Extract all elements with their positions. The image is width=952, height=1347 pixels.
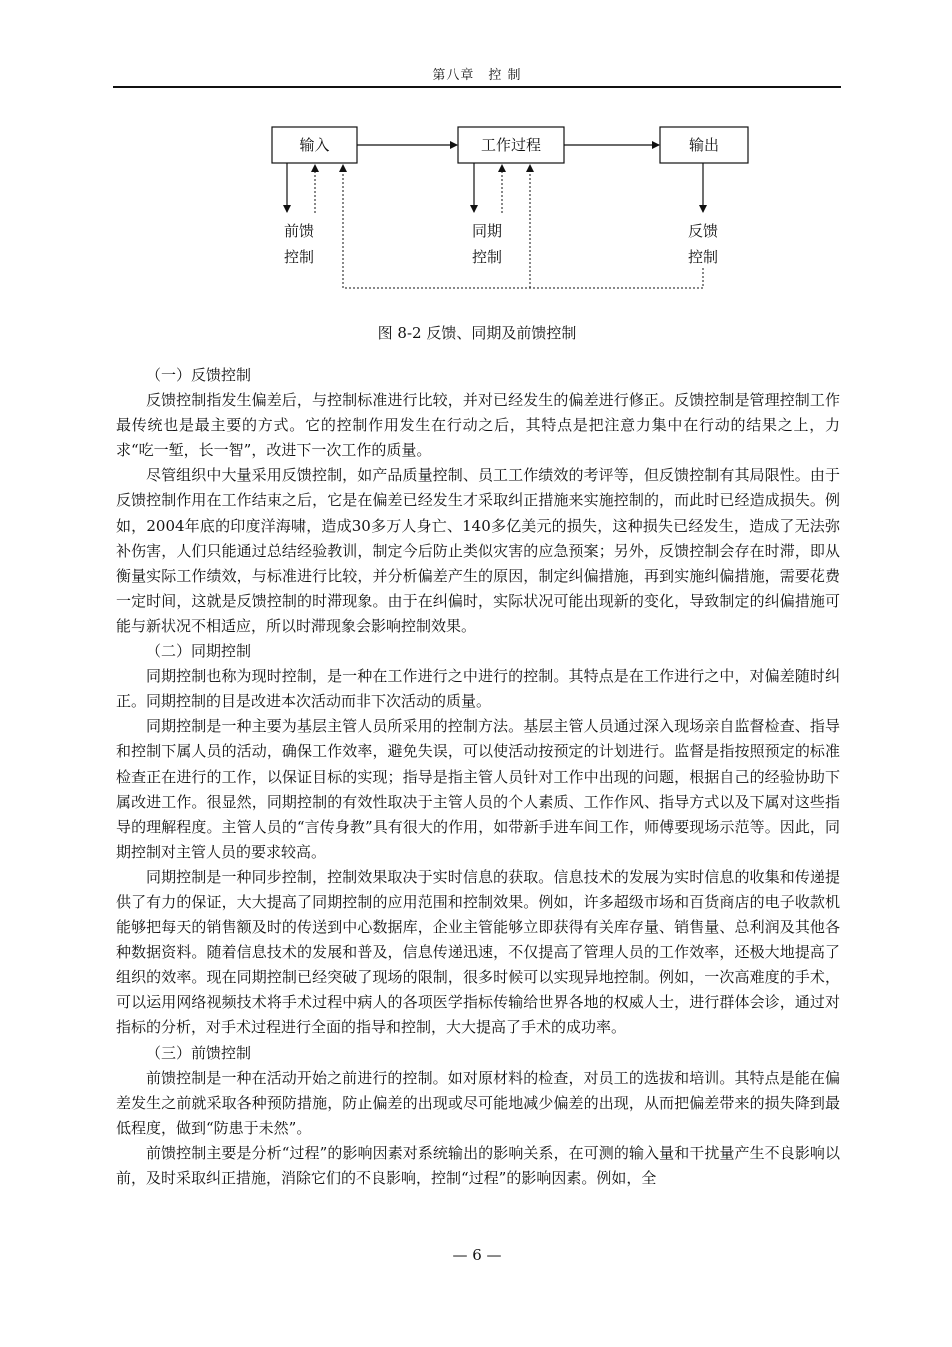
feedback-label-line2: 控制	[687, 248, 718, 266]
feedback-control-label	[681, 218, 725, 270]
feedback-label-line1: 反馈	[687, 222, 718, 240]
concurrent-control-label	[465, 218, 509, 270]
output-label: 输出	[688, 136, 719, 154]
feedback-loop-bottom	[343, 268, 703, 288]
paragraph: 前馈控制是一种在活动开始之前进行的控制。如对原材料的检查，对员工的选拔和培训。其特点是能在偏差发生之前就采取各种预防措施，防止偏差的出现或尽可能地减少偏差的出现，从而把偏差带来的损失降到最低程度，做到“防患于未然”。	[116, 1068, 840, 1137]
paragraph: 前馈控制主要是分析“过程”的影响因素对系统输出的影响关系，在可测的输入量和干扰量产生不良影响以前，及时采取纠正措施，消除它们的不良影响，控制“过程”的影响因素。例如，全	[116, 1143, 840, 1187]
feedforward-label-line1: 前馈	[283, 222, 314, 240]
paragraph: 同期控制是一种主要为基层主管人员所采用的控制方法。基层主管人员通过深入现场亲自监督检查、指导和控制下属人员的活动，确保工作效率，避免失误，可以使活动按预定的计划进行。监督是指按照预定的标准检查正在进行的工作，以保证目标的实现；指导是指主管人员针对工作中出现的问题，根据自己的经验协助下属改进工作。很显然，同期控制的有效性取决于主管人员的个人素质、工作作风、指导方式以及下属对这些指导的理解程度。主管人员的“言传身教”具有很大的作用，如带新手进车间工作，师傅要现场示范等。因此，同期控制对主管人员的要求较高。	[116, 717, 840, 861]
paragraph: 反馈控制指发生偏差后，与控制标准进行比较，并对已经发生的偏差进行修正。反馈控制是管理控制工作最传统也是最主要的方式。它的控制作用发生在行动之后，其特点是把注意力集中在行动的结果之上，力求“吃一堑，长一智”，改进下一次工作的质量。	[116, 391, 840, 460]
body-text	[116, 363, 840, 1191]
paragraph: 同期控制也称为现时控制，是一种在工作进行之中进行的控制。其特点是在工作进行之中，对偏差随时纠正。同期控制的目是改进本次活动而非下次活动的质量。	[116, 667, 840, 711]
page-number: — 6 —	[452, 1246, 502, 1264]
feedforward-label-line2: 控制	[283, 248, 314, 266]
control-diagram	[0, 0, 952, 300]
section-heading-feedforward: （三）前馈控制	[146, 1043, 252, 1062]
input-label: 输入	[299, 136, 330, 154]
concurrent-label-line2: 控制	[471, 248, 502, 266]
feedforward-control-label	[277, 218, 321, 270]
concurrent-label-line1: 同期	[471, 222, 502, 240]
chapter-header: 第八章 控 制	[432, 68, 522, 83]
figure-caption: 图 8-2 反馈、同期及前馈控制	[377, 324, 577, 342]
section-heading-feedback: （一）反馈控制	[146, 366, 252, 384]
paragraph: 同期控制是一种同步控制，控制效果取决于实时信息的获取。信息技术的发展为实时信息的收集和传递提供了有力的保证，大大提高了同期控制的应用范围和控制效果。例如，许多超级市场和百货商店的电子收款机能够把每天的销售额及时的传送到中心数据库，企业主管能够立即获得有关库存量、销售量、总利润及其他各种数据资料。随着信息技术的发展和普及，信息传递迅速，不仅提高了管理人员的工作效率，还极大地提高了组织的效率。现在同期控制已经突破了现场的限制，很多时候可以实现异地控制。例如，一次高难度的手术，可以运用网络视频技术将手术过程中病人的各项医学指标传输给世界各地的权威人士，进行群体会诊，通过对指标的分析，对手术过程进行全面的指导和控制，大大提高了手术的成功率。	[116, 867, 840, 1037]
section-heading-concurrent: （二）同期控制	[146, 642, 252, 661]
paragraph: 尽管组织中大量采用反馈控制，如产品质量控制、员工工作绩效的考评等，但反馈控制有其局限性。由于反馈控制作用在工作结束之后，它是在偏差已经发生才采取纠正措施来实施控制的，而此时已经造成损失。例如，2004年底的印度洋海啸，造成30多万人身亡、140多亿美元的损失，这种损失已经发生，造成了无法弥补伤害，人们只能通过总结经验教训，制定今后防止类似灾害的应急预案；另外，反馈控制会存在时滞，即从衡量实际工作绩效，与标准进行比较，并分析偏差产生的原因，制定纠偏措施，再到实施纠偏措施，需要花费一定时间，这就是反馈控制的时滞现象。由于在纠偏时，实际状况可能出现新的变化，导致制定的纠偏措施可能与新状况不相适应，所以时滞现象会影响控制效果。	[116, 466, 840, 635]
process-label: 工作过程	[480, 136, 541, 154]
